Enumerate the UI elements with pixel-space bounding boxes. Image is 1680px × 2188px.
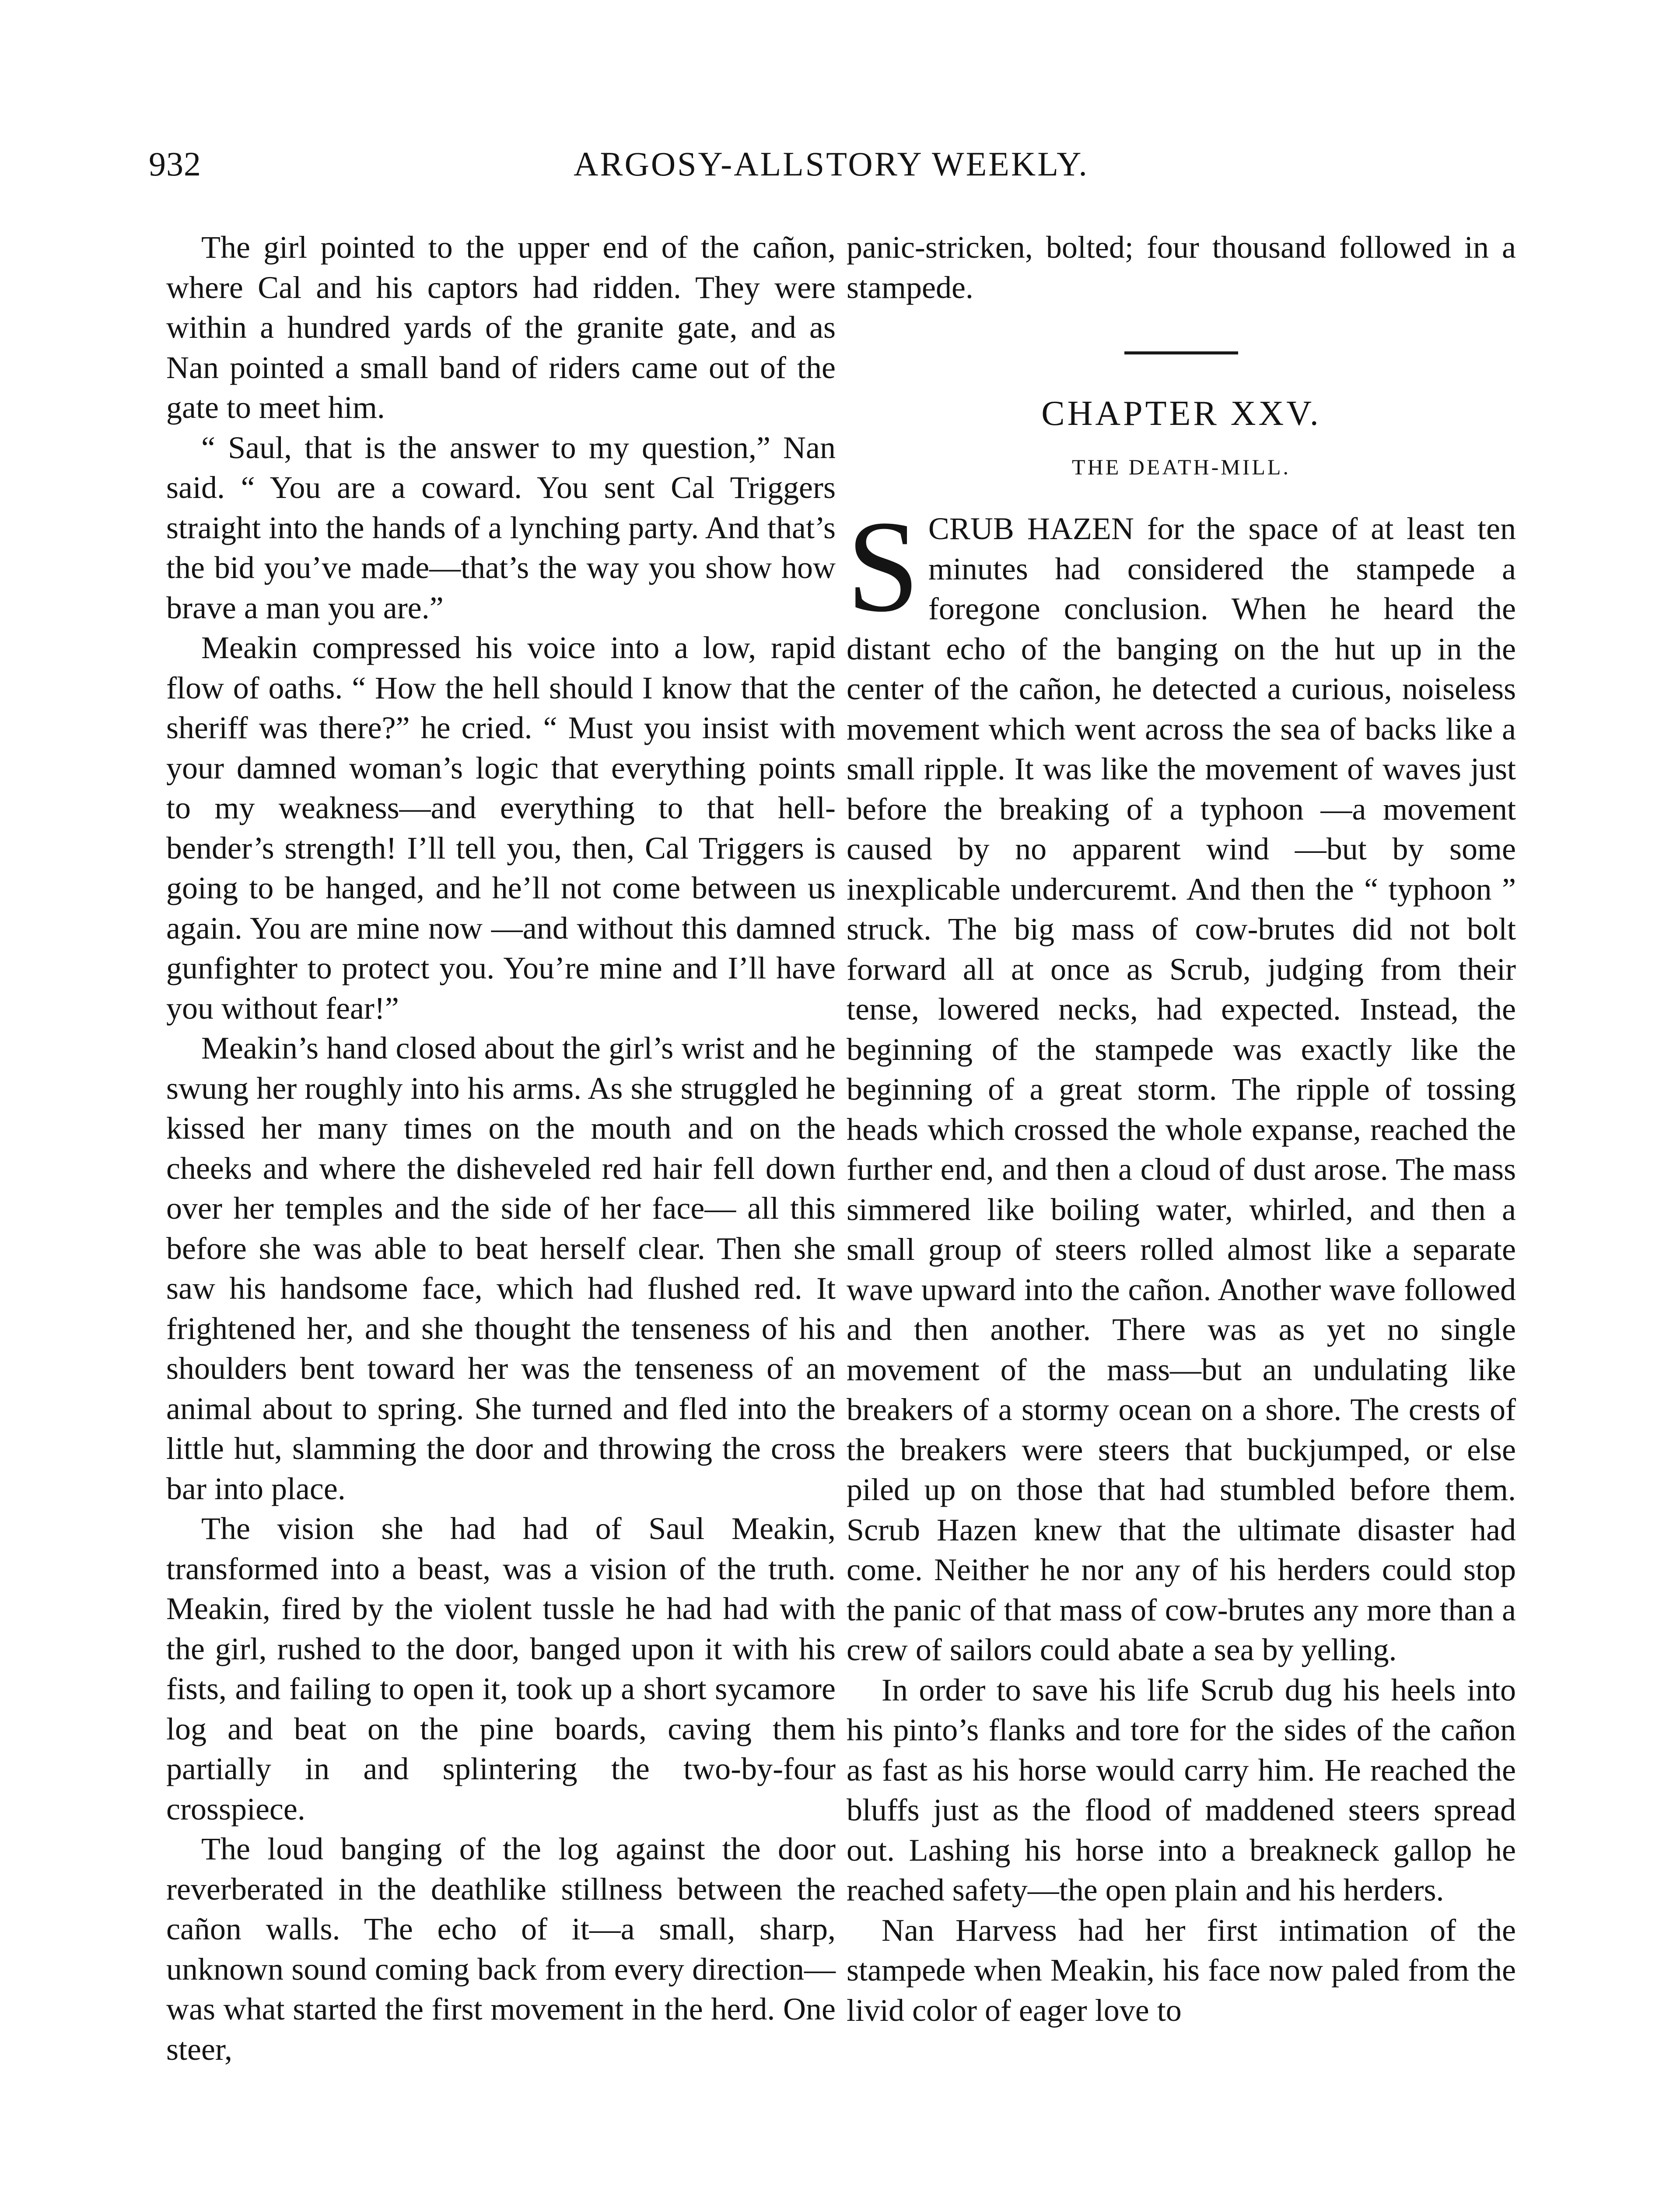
paragraph: The loud banging of the log against the door reverberated in the deathlike stillness between the cañon walls. The echo of it—a small, sharp, unknown sound coming back from every direction—was what started the first movement in the herd. One steer, <box>166 1831 836 2067</box>
paragraph: The vision she had had of Saul Meakin, transformed into a beast, was a vision of the truth. Meakin, fired by the violent tussle he had had with the girl, rushed to the door, banged upon it with his fists, and failing to open it, took up a short sycamore log and beat on the pine boards, caving them partially in and splintering the two-by-four crosspiece. <box>166 1511 836 1827</box>
chapter-heading: CHAPTER XXV. <box>1041 394 1321 433</box>
paragraph: Meakin compressed his voice into a low, rapid flow of oaths. “ How the hell should I know that the sheriff was there?” he cried. “ Must you insist with your damned woman’s logic that everything points to my weakness—and everything to that hell-bender’s strength! I’ll tell you, then, Cal Triggers is going to be hanged, and he’ll not come between us again. You are mine now —and without this damned gunfighter to protect you. You’re mine and I’ll have you without fear!” <box>166 630 836 1026</box>
chapter-opening-paragraph <box>847 494 1516 1670</box>
paragraph: The girl pointed to the upper end of the cañon, where Cal and his captors had ridden. They were within a hundred yards of the granite gate, and as Nan pointed a small band of riders came out of the gate to meet him. <box>166 230 836 425</box>
right-column <box>847 228 1516 2030</box>
chapter-subtitle: THE DEATH-MILL. <box>1072 454 1291 479</box>
paragraph: Nan Harvess had her first intimation of the stampede when Meakin, his face now paled from the livid color of eager love to <box>847 1912 1516 2028</box>
paragraph: In order to save his life Scrub dug his heels into his pinto’s flanks and tore for the sides of the cañon as fast as his horse would carry him. He reached the bluffs just as the flood of maddened steers spread out. Lashing his horse into a breakneck gallop he reached safety—the open plain and his herders. <box>847 1672 1516 1907</box>
paragraph: Meakin’s hand closed about the girl’s wrist and he swung her roughly into his arms. As she struggled he kissed her many times on the mouth and on the cheeks and where the disheveled red hair fell down over her temples and the side of her face— all this before she was able to beat herself clear. Then she saw his handsome face, which had flushed red. It frightened her, and she thought the tenseness of his shoulders bent toward her was the tenseness of an animal about to spring. She turned and fled into the little hut, slamming the door and throwing the cross bar into place. <box>166 1031 836 1506</box>
running-title: ARGOSY-ALLSTORY WEEKLY. <box>574 145 1089 183</box>
drop-cap: S <box>847 494 920 639</box>
opening-text: CRUB HAZEN for the space of at least ten minutes had considered the stampede a foregone conclusion. When he heard the distant echo of the banging on the hut up in the center of the cañon, he detected a curious, noiseless movement which went across the sea of backs like a small ripple. It was like the movement of waves just before the breaking of a typhoon —a movement caused by no apparent wind —but by some inexplicable undercuremt. And then the “ typhoon ” struck. The big mass of cow-brutes did not bolt forward all at once as Scrub, judging from their tense, lowered necks, had expected. Instead, the beginning of the stampede was exactly like the beginning of a great storm. The ripple of tossing heads which crossed the whole expanse, reached the further end, and then a cloud of dust arose. The mass simmered like boiling water, whirled, and then a small group of steers rolled almost like a separate wave upward into the cañon. Another wave followed and then another. There was as yet no single movement of the mass—but an undulating like breakers of a stormy ocean on a shore. The crests of the breakers were steers that buckjumped, or else piled up on those that had stumbled before them. Scrub Hazen knew that the ultimate disaster had come. Neither he nor any of his herders could stop the panic of that mass of cow-brutes any more than a crew of sailors could abate a sea by yelling. <box>847 511 1516 1667</box>
paragraph: “ Saul, that is the answer to my question,” Nan said. “ You are a coward. You sent Cal Triggers straight into the hands of a lynching party. And that’s the bid you’ve made—that’s the way you show how brave a man you are.” <box>166 430 836 625</box>
page-number: 932 <box>149 145 201 183</box>
chapter-divider <box>1124 351 1238 354</box>
continuation-paragraph: panic-stricken, bolted; four thousand followed in a stampede. <box>847 230 1516 305</box>
page-header <box>149 144 1514 193</box>
left-column <box>166 228 836 2069</box>
